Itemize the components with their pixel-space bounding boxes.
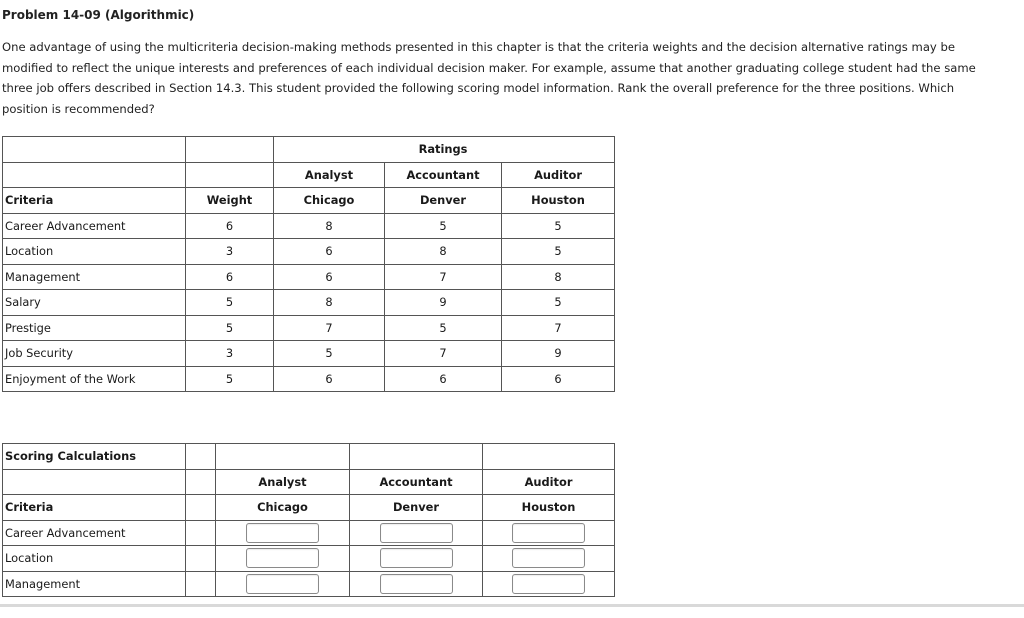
position-title: Auditor <box>502 162 615 188</box>
weight-value: 5 <box>186 366 274 392</box>
table-row <box>3 239 615 265</box>
rating-value: 8 <box>385 239 502 265</box>
position-title: Auditor <box>483 469 615 495</box>
criterion-label: Career Advancement <box>3 520 186 546</box>
rating-value: 8 <box>502 264 615 290</box>
empty-cell <box>483 444 615 470</box>
score-input-accountant[interactable] <box>380 523 453 543</box>
table-row <box>3 264 615 290</box>
rating-value: 7 <box>502 315 615 341</box>
score-cell <box>483 520 615 546</box>
position-city: Houston <box>502 188 615 214</box>
empty-cell <box>186 571 216 597</box>
criterion-label: Enjoyment of the Work <box>3 366 186 392</box>
problem-description: One advantage of using the multicriteria decision-making methods presented in this chapter is that the criteria weights and the decision alternative ratings may be modified to reflect the unique interests and preferences of each individual decision maker. For example, assume that another graduating college student had the same three job offers described in Section 14.3. This student provided the following scoring model information. Rank the overall preference for the three positions. Which position is recommended? <box>2 40 976 116</box>
scoring-table <box>2 443 615 597</box>
weight-value: 5 <box>186 315 274 341</box>
rating-value: 6 <box>274 264 385 290</box>
weight-value: 3 <box>186 239 274 265</box>
empty-cell <box>502 137 615 163</box>
rating-value: 6 <box>502 366 615 392</box>
ratings-group-row <box>3 137 615 163</box>
rating-value: 7 <box>274 315 385 341</box>
rating-value: 8 <box>274 290 385 316</box>
empty-cell <box>186 162 274 188</box>
criteria-header: Criteria <box>3 188 186 214</box>
criteria-header: Criteria <box>3 495 186 521</box>
weight-value: 5 <box>186 290 274 316</box>
position-title: Accountant <box>350 469 483 495</box>
rating-value: 6 <box>274 366 385 392</box>
rating-value: 5 <box>385 315 502 341</box>
score-cell <box>350 520 483 546</box>
score-input-analyst[interactable] <box>246 574 319 594</box>
criterion-label: Prestige <box>3 315 186 341</box>
score-cell <box>483 571 615 597</box>
table-row <box>3 571 615 597</box>
rating-value: 5 <box>502 290 615 316</box>
table-row <box>3 341 615 367</box>
position-city: Chicago <box>274 188 385 214</box>
table-row <box>3 366 615 392</box>
table-row <box>3 290 615 316</box>
page-bottom-divider <box>0 604 1024 607</box>
weight-value: 6 <box>186 213 274 239</box>
table-row <box>3 213 615 239</box>
position-city: Denver <box>350 495 483 521</box>
scoring-header-row <box>3 495 615 521</box>
score-cell <box>350 571 483 597</box>
empty-cell <box>186 469 216 495</box>
weight-value: 3 <box>186 341 274 367</box>
empty-cell <box>274 137 385 163</box>
rating-value: 9 <box>502 341 615 367</box>
score-cell <box>483 546 615 572</box>
ratings-title-row <box>3 162 615 188</box>
score-cell <box>216 520 350 546</box>
table-row <box>3 520 615 546</box>
table-row <box>3 546 615 572</box>
rating-value: 8 <box>274 213 385 239</box>
ratings-header-row <box>3 188 615 214</box>
score-input-auditor[interactable] <box>512 548 585 568</box>
score-input-analyst[interactable] <box>246 523 319 543</box>
ratings-header: Ratings <box>385 137 502 163</box>
score-cell <box>350 546 483 572</box>
rating-value: 5 <box>502 213 615 239</box>
scoring-position-row <box>3 469 615 495</box>
criterion-label: Management <box>3 571 186 597</box>
scoring-title: Scoring Calculations <box>3 444 186 470</box>
score-input-auditor[interactable] <box>512 574 585 594</box>
rating-value: 7 <box>385 264 502 290</box>
rating-value: 6 <box>274 239 385 265</box>
position-title: Accountant <box>385 162 502 188</box>
score-cell <box>216 571 350 597</box>
rating-value: 7 <box>385 341 502 367</box>
criterion-label: Management <box>3 264 186 290</box>
ratings-table <box>2 136 615 392</box>
problem-title: Problem 14-09 (Algorithmic) <box>2 8 195 22</box>
criterion-label: Salary <box>3 290 186 316</box>
empty-cell <box>350 444 483 470</box>
position-title: Analyst <box>216 469 350 495</box>
weight-header: Weight <box>186 188 274 214</box>
position-city: Denver <box>385 188 502 214</box>
rating-value: 6 <box>385 366 502 392</box>
weight-value: 6 <box>186 264 274 290</box>
criterion-label: Career Advancement <box>3 213 186 239</box>
table-row <box>3 315 615 341</box>
empty-cell <box>186 520 216 546</box>
scoring-title-row <box>3 444 615 470</box>
score-cell <box>216 546 350 572</box>
score-input-accountant[interactable] <box>380 548 453 568</box>
empty-cell <box>216 444 350 470</box>
empty-cell <box>186 444 216 470</box>
score-input-auditor[interactable] <box>512 523 585 543</box>
score-input-analyst[interactable] <box>246 548 319 568</box>
empty-cell <box>186 495 216 521</box>
rating-value: 9 <box>385 290 502 316</box>
empty-cell <box>186 546 216 572</box>
score-input-accountant[interactable] <box>380 574 453 594</box>
rating-value: 5 <box>274 341 385 367</box>
position-title: Analyst <box>274 162 385 188</box>
empty-cell <box>3 162 186 188</box>
empty-cell <box>186 137 274 163</box>
criterion-label: Location <box>3 239 186 265</box>
rating-value: 5 <box>385 213 502 239</box>
position-city: Chicago <box>216 495 350 521</box>
rating-value: 5 <box>502 239 615 265</box>
criterion-label: Location <box>3 546 186 572</box>
empty-cell <box>3 137 186 163</box>
criterion-label: Job Security <box>3 341 186 367</box>
position-city: Houston <box>483 495 615 521</box>
empty-cell <box>3 469 186 495</box>
